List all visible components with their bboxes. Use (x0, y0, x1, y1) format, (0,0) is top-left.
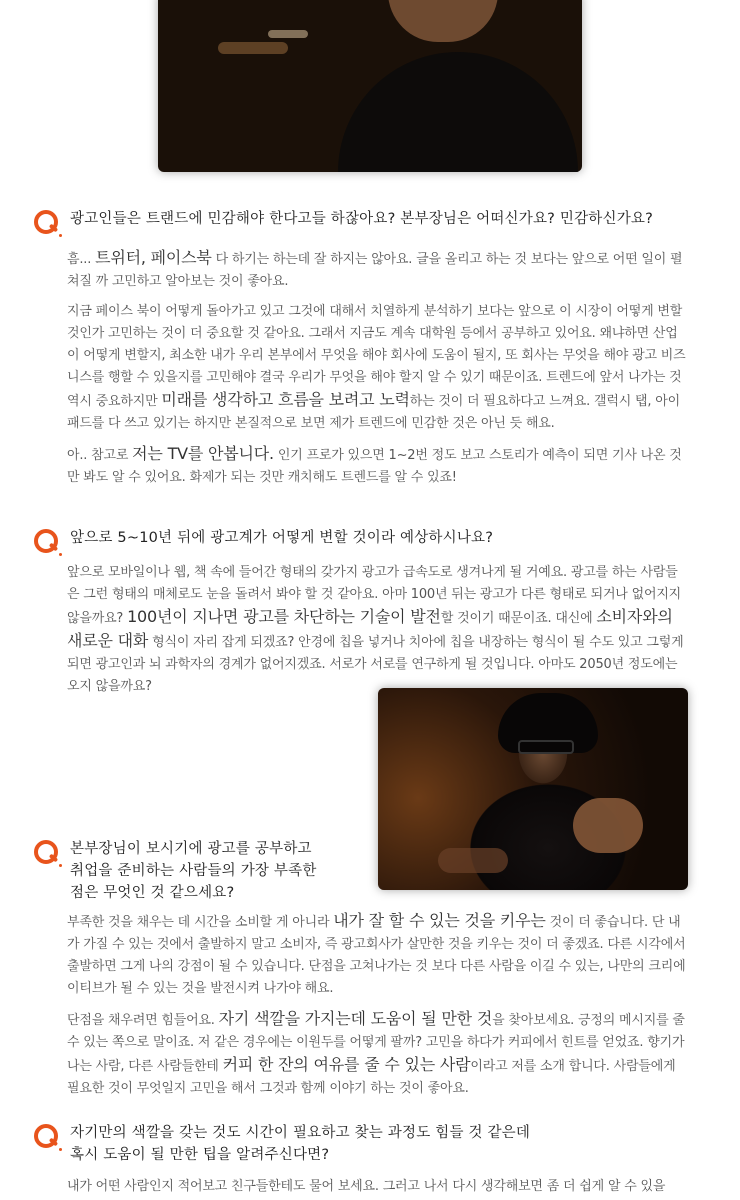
answer-4 (67, 1176, 687, 1198)
answer-1-para-2: 지금 페이스 북이 어떻게 돌아가고 있고 그것에 대해서 치열하게 분석하기 보다는 앞으로 이 시장이 어떻게 변할 것인가 고민하는 것이 더 중요할 것 같아요. 그래서 지금도 계속 대학원 등에서 공부하고 있어요. 왜냐하면 산업이 어떻게 변할지, 최소한 내가 우리 본부에서 무엇을 해야 회사에 도움이 될지, 또 회사는 무엇을 해야 광고 비즈니스를 행할 수 있을지를 고민해야 결국 우리가 무엇을 해야 할지 알 수 있기 때문이죠. 트렌드에 앞서 나가는 것 역시 중요하지만 미래를 생각하고 흐름을 보려고 노력하는 것이 더 필요하다고 느껴요. 갤럭시 탭, 아이패드를 다 쓰고 있기는 하지만 본질적으로 보면 제가 트렌드에 민감한 것은 아닌 듯 해요. (67, 304, 686, 431)
answer-2 (67, 562, 687, 698)
answer-3 (67, 910, 687, 1100)
question-1 (32, 208, 653, 238)
interview-photo-top (158, 0, 582, 172)
question-2-text: 앞으로 5~10년 뒤에 광고계가 어떻게 변할 것이라 예상하시나요? (70, 530, 494, 546)
answer-3-para-2: 단점을 채우려면 힘들어요. 자기 색깔을 가지는데 도움이 될 만한 것을 찾아보세요. 긍정의 메시지를 줄 수 있는 쪽으로 말이죠. 저 같은 경우에는 이원두를 어떻게 팔까? 고민을 하다가 커피에서 힌트를 얻었죠. 향기가 나는 사람, 다른 사람들한테 커피 한 잔의 여유를 줄 수 있는 사람이라고 저를 소개 합니다. 사람들에게 필요한 것이 무엇일지 고민을 해서 그것과 함께 이야기 하는 것이 좋아요. (67, 1009, 685, 1096)
q-icon (32, 208, 62, 238)
question-4-text: 자기만의 색깔을 갖는 것도 시간이 필요하고 찾는 과정도 힘들 것 같은데 혹시 도움이 될 만한 팁을 알려주신다면? (70, 1125, 531, 1163)
question-3-text: 본부장님이 보시기에 광고를 공부하고 취업을 준비하는 사람들의 가장 부족한 점은 무엇인 것 같으세요? (70, 841, 317, 901)
question-2 (32, 527, 493, 557)
answer-2-para-1: 앞으로 모바일이나 웹, 책 속에 들어간 형태의 갖가지 광고가 급속도로 생겨나게 될 거예요. 광고를 하는 사람들은 그런 형태의 매체로도 눈을 돌려서 봐야 할 것 같아요. 아마 100년 뒤는 광고가 다른 형태로 되거나 없어지지 않을까요? 100년이 지나면 광고를 차단하는 기술이 발전할 것이기 때문이죠. 대신에 소비자와의 새로운 대화 형식이 자리 잡게 되겠죠? 안경에 칩을 넣거나 치아에 칩을 내장하는 형식이 될 수도 있고 그렇게 되면 광고인과 뇌 과학자의 경계가 없어지겠죠. 서로가 서로를 연구하게 될 것입니다. 아마도 2050년 정도에는 오지 않을까요? (67, 565, 684, 694)
answer-1-para-3: 아.. 참고로 저는 TV를 안봅니다. 인기 프로가 있으면 1~2번 정도 보고 스토리가 예측이 되면 기사 나온 것만 봐도 알 수 있어요. 화제가 되는 것만 캐치해도 트렌드를 알 수 있죠! (67, 444, 682, 485)
q-icon (32, 527, 62, 557)
question-4 (32, 1122, 530, 1166)
answer-3-para-1: 부족한 것을 채우는 데 시간을 소비할 게 아니라 내가 잘 할 수 있는 것을 키우는 것이 더 좋습니다. 단 내가 가질 수 있는 것에서 출발하지 말고 소비자, 즉 광고회사가 살만한 것을 키우는 것이 더 좋겠죠. 다른 시각에서 출발하면 그게 나의 강점이 될 수 있습니다. 단점을 고쳐나가는 것 보다 다른 사람을 이길 수 있는, 나만의 크리에이티브가 될 수 있는 것을 발전시켜 나가야 해요. (67, 911, 686, 996)
q-icon (32, 838, 62, 868)
interview-photo-middle (378, 688, 688, 890)
q-icon (32, 1122, 62, 1152)
answer-1 (67, 247, 687, 489)
answer-1-para-1: 흠... 트위터, 페이스북 다 하기는 하는데 잘 하지는 않아요. 글을 올리고 하는 것 보다는 앞으로 어떤 일이 펼쳐질 까 고민하고 알아보는 것이 좋아요. (67, 248, 683, 289)
question-1-text: 광고인들은 트랜드에 민감해야 한다고들 하잖아요? 본부장님은 어떠신가요? 민감하신가요? (70, 211, 654, 227)
question-3 (32, 838, 317, 904)
answer-4-para-1: 내가 어떤 사람인지 적어보고 친구들한테도 물어 보세요. 그러고 나서 다시 생각해보면 좀 더 쉽게 알 수 있을 (67, 1179, 666, 1194)
